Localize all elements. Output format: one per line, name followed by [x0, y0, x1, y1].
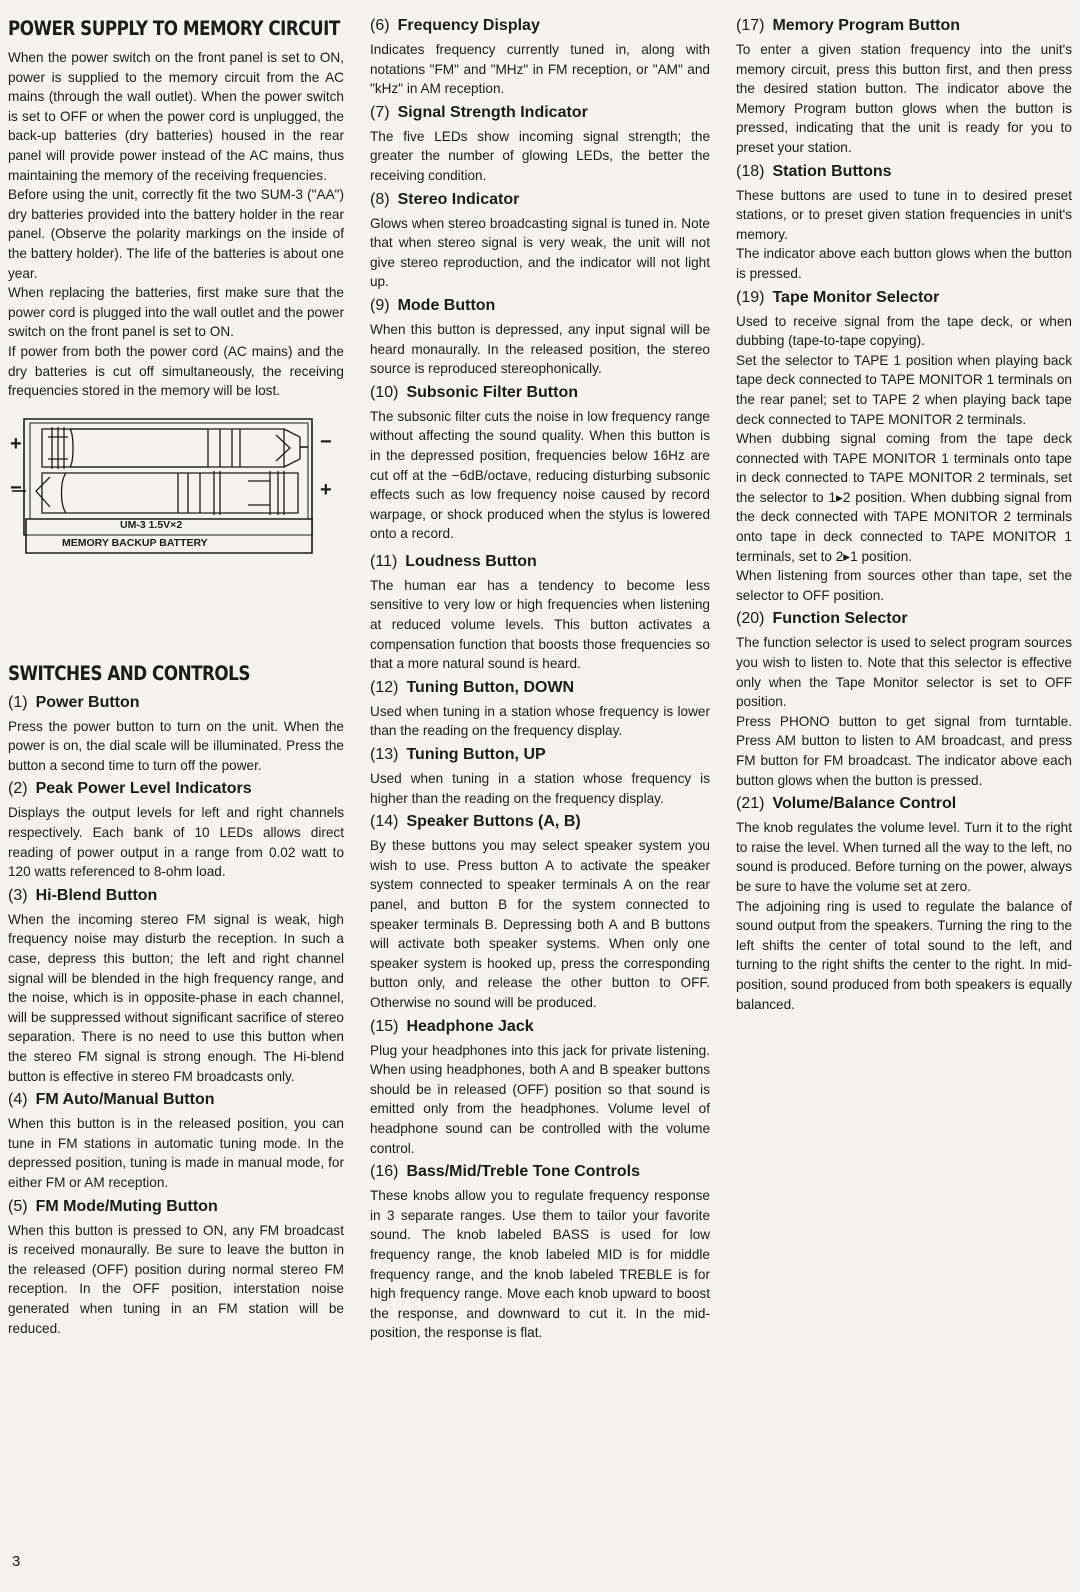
column-left: [8, 16, 344, 1341]
item-number: (20): [736, 610, 765, 628]
item-title: Volume/Balance Control: [772, 795, 957, 813]
item-body: Glows when stereo broadcasting signal is tuned in. Note that when stereo signal is very weak, the unit will not give stereo reproduction, and the indicator will not light up.: [370, 215, 710, 290]
switch-item: [370, 745, 710, 808]
item-title: Headphone Jack: [406, 1017, 534, 1035]
battery-minus-top: −: [320, 430, 332, 453]
item-title: Memory Program Button: [772, 17, 961, 34]
switch-item: [370, 1017, 710, 1159]
switch-item: [370, 296, 710, 379]
item-body: The knob regulates the volume level. Turn it to the right to raise the level. When turned all the way to the left, no sound is produced. Before turning on the power, always be sure to have the volume set at zero.: [736, 820, 1072, 894]
item-body: When this button is pressed to ON, any FM broadcast is received monaurally. Be sure to leave the button in the released (OFF) position during normal stereo FM reception. In the OFF position, interstation noise generated when tuning in an FM station will be reduced.: [8, 1222, 344, 1336]
item-number: (6): [370, 17, 390, 34]
item-number: (13): [370, 746, 399, 764]
battery-model-label: UM-3 1.5V×2: [120, 518, 183, 531]
switch-item: [736, 162, 1072, 284]
switch-item: [370, 552, 710, 674]
power-supply-paragraph: When replacing the batteries, first make sure that the power cord is plugged into the wall outlet and the power switch on the front panel is set to ON.: [8, 285, 344, 340]
battery-caption: MEMORY BACKUP BATTERY: [62, 536, 208, 549]
item-body: Press PHONO button to get signal from turntable. Press AM button to listen to AM broadcast, and press FM button for FM broadcast. The indicator above each button glows when the button is pressed.: [736, 713, 1072, 788]
item-number: (9): [370, 296, 390, 314]
item-number: (16): [370, 1163, 399, 1181]
switches-title: SWITCHES AND CONTROLS: [8, 661, 250, 685]
item-title: FM Auto/Manual Button: [35, 1091, 215, 1109]
item-title: Tape Monitor Selector: [772, 288, 940, 306]
item-number: (2): [8, 780, 28, 798]
switch-item: [736, 794, 1072, 1014]
item-body: The adjoining ring is used to regulate the balance of sound output from the speakers. Turning the ring to the left shifts the center of total sound to the left, and turning to the right shifts the center to the right. In mid-position, sound produced from both speakers is equally balanced.: [736, 898, 1072, 1012]
column-middle: [370, 16, 710, 1346]
item-number: (1): [8, 693, 28, 711]
item-title: Hi-Blend Button: [35, 886, 158, 904]
item-title: Mode Button: [397, 296, 496, 314]
power-supply-paragraph: Before using the unit, correctly fit the two SUM-3 ("AA") dry batteries provided into the battery holder in the rear panel. (Observe the polarity markings on the inside of the battery holder). The life of the batteries is about one year.: [8, 187, 344, 281]
switch-item: [370, 678, 710, 741]
power-supply-paragraph: If power from both the power cord (AC mains) and the dry batteries is cut off simultaneously, the receiving frequencies stored in the memory will be lost.: [8, 343, 344, 399]
item-title: Peak Power Level Indicators: [35, 780, 252, 798]
item-body: The five LEDs show incoming signal strength; the greater the number of glowing LEDs, the better the receiving condition.: [370, 128, 710, 183]
item-number: (18): [736, 162, 765, 180]
switch-item: [8, 693, 344, 776]
switch-item: [736, 288, 1072, 606]
battery-plus-bottom: +: [320, 478, 332, 501]
switch-item: [370, 812, 710, 1012]
item-body: Displays the output levels for left and right channels respectively. Each bank of 10 LEDs allows direct reading of power output in a range from 0.02 watt to 120 watts referenced to 8-ohm load.: [8, 805, 344, 880]
item-number: (15): [370, 1017, 399, 1035]
item-number: (3): [8, 886, 28, 904]
item-title: Function Selector: [772, 610, 908, 628]
item-body: Used to receive signal from the tape deck, or when dubbing (tape-to-tape copying).: [736, 313, 1072, 349]
item-body: Indicates frequency currently tuned in, along with notations "FM" and "MHz" in FM reception, or "AM" and "kHz" in AM reception.: [370, 42, 710, 97]
item-title: Tuning Button, DOWN: [406, 678, 575, 696]
page-number: 3: [12, 1553, 21, 1570]
item-number: (19): [736, 288, 765, 306]
item-body: Used when tuning in a station whose frequency is lower than the reading on the frequency display.: [370, 703, 710, 739]
item-body: Plug your headphones into this jack for private listening. When using headphones, both A and B speaker buttons should be in released (OFF) position so that sound is emitted only from the headphones. Volume level of headphone sound can be controlled with the volume control.: [370, 1042, 710, 1156]
item-title: Tuning Button, UP: [406, 746, 546, 764]
item-body: By these buttons you may select speaker system you wish to use. Press button A to activate the speaker system connected to speaker terminals A on the rear panel, and button B for the system connected to speaker terminals B. Depressing both A and B buttons will activate both speaker systems. When only one speaker system is hooked up, press the corresponding button only, and release the other button to OFF. Otherwise no sound will be produced.: [370, 838, 710, 1010]
item-body: When listening from sources other than tape, set the selector to OFF position.: [736, 568, 1072, 603]
item-body: When the incoming stereo FM signal is weak, high frequency noise may disturb the reception. In such a case, depress this button; the left and right channel signal will be blended in the high frequency range, and the noise, which is in opposite-phase in each channel, will be suppressed without significant sacrifice of stereo separation. There is no need to use this button when the stereo FM signal is strong enough. The Hi-blend button is effective in stereo FM broadcasts only.: [8, 911, 344, 1084]
item-body: Press the power button to turn on the unit. When the power is on, the dial scale will be illuminated. Press the button a second time to turn off the power.: [8, 718, 344, 773]
item-body: When this button is in the released position, you can tune in FM stations in automatic tuning mode. In the depressed position, tuning is made in manual mode, for either FM or AM reception.: [8, 1116, 344, 1190]
item-title: Stereo Indicator: [397, 190, 520, 208]
item-number: (17): [736, 17, 765, 34]
switch-item: [370, 16, 710, 99]
item-number: (10): [370, 383, 399, 401]
item-number: (5): [8, 1197, 28, 1215]
item-body: To enter a given station frequency into the unit's memory circuit, press this button first, and then press the desired station button. The indicator above the Memory Program button glows when the button is pressed, indicating that the unit is ready for you to preset your station.: [736, 42, 1072, 155]
item-number: (14): [370, 813, 399, 831]
item-title: Loudness Button: [405, 552, 537, 570]
item-number: (8): [370, 190, 390, 208]
item-number: (11): [370, 552, 398, 570]
battery-minus-bottom: −: [10, 476, 22, 499]
item-title: Station Buttons: [772, 162, 892, 180]
switch-item: [736, 609, 1072, 790]
item-number: (7): [370, 103, 390, 121]
item-title: Frequency Display: [397, 17, 540, 34]
battery-plus-top: +: [10, 432, 22, 455]
power-supply-paragraph: When the power switch on the front panel is set to ON, power is supplied to the memory circuit from the AC mains (through the wall outlet). When the power switch is set to OFF or when the power cord is unplugged, the back-up batteries (dry batteries) housed in the rear panel will provide power instead of the AC mains, thus maintaining the memory of the receiving frequencies.: [8, 50, 344, 183]
switch-item: [736, 16, 1072, 158]
power-supply-title: POWER SUPPLY TO MEMORY CIRCUIT: [8, 17, 340, 40]
item-body: The indicator above each button glows when the button is pressed.: [736, 246, 1072, 281]
item-body: These buttons are used to tune in to desired preset stations, or to preset given station frequencies in unit's memory.: [736, 187, 1072, 242]
item-title: FM Mode/Muting Button: [35, 1197, 218, 1215]
item-body: The function selector is used to select program sources you wish to listen to. Note that this selector is effective only when the Tape Monitor selector is set to OFF position.: [736, 635, 1072, 710]
column-right: [736, 16, 1072, 1017]
item-title: Signal Strength Indicator: [397, 103, 588, 121]
switch-item: [370, 383, 710, 544]
switch-item: [370, 1162, 710, 1343]
switch-item: [370, 103, 710, 186]
item-body: These knobs allow you to regulate frequency response in 3 separate ranges. Use them to tailor your favorite sound. The knob labeled BASS is used for low frequency range, the knob labeled MID is for middle frequency range, and the knob labeled TREBLE is for high frequency range. Move each knob upward to boost the response, and downward to cut it. In the mid-position, the response is flat.: [370, 1188, 710, 1341]
item-body: The subsonic filter cuts the noise in low frequency range without affecting the sound quality. When this button is in the depressed position, frequencies below 16Hz are cut off at the −6dB/octave, reducing disturbing subsonic effects such as low frequency noise caused by record warpage, or shock produced when the stylus is lowered onto a record.: [370, 408, 710, 542]
item-body: Set the selector to TAPE 1 position when playing back tape deck connected to TAPE MONITOR 1 terminals on the rear panel; set to TAPE 2 when playing back tape deck connected to TAPE MONITOR 2 terminals.: [736, 352, 1072, 427]
item-number: (21): [736, 795, 765, 813]
item-body: When dubbing signal coming from the tape deck connected with TAPE MONITOR 1 terminals onto tape in deck connected to TAPE MONITOR 2 terminals, set the selector to 1▸2 position. When dubbing signal from the deck connected with TAPE MONITOR 2 terminals onto tape in deck connected to TAPE MONITOR 1 terminals, set to 2▸1 position.: [736, 431, 1072, 564]
item-body: Used when tuning in a station whose frequency is higher than the reading on the frequency display.: [370, 771, 710, 806]
item-title: Bass/Mid/Treble Tone Controls: [406, 1163, 640, 1181]
switch-item: [8, 886, 344, 1086]
item-number: (4): [8, 1091, 28, 1109]
item-title: Power Button: [35, 693, 140, 711]
switch-item: [8, 779, 344, 881]
item-body: When this button is depressed, any input signal will be heard monaurally. In the released position, the stereo source is reproduced stereophonically.: [370, 321, 710, 377]
switch-item: [8, 1197, 344, 1339]
item-body: The human ear has a tendency to become less sensitive to very low or high frequencies when listening at reduced volume levels. This button activates a compensation function that boosts those frequencies so that a more natural sound is heard.: [370, 577, 710, 672]
item-title: Speaker Buttons (A, B): [406, 813, 581, 831]
item-number: (12): [370, 678, 399, 696]
switch-item: [370, 190, 710, 292]
switch-item: [8, 1090, 344, 1192]
battery-holder-figure: [8, 413, 344, 563]
item-title: Subsonic Filter Button: [406, 383, 578, 401]
